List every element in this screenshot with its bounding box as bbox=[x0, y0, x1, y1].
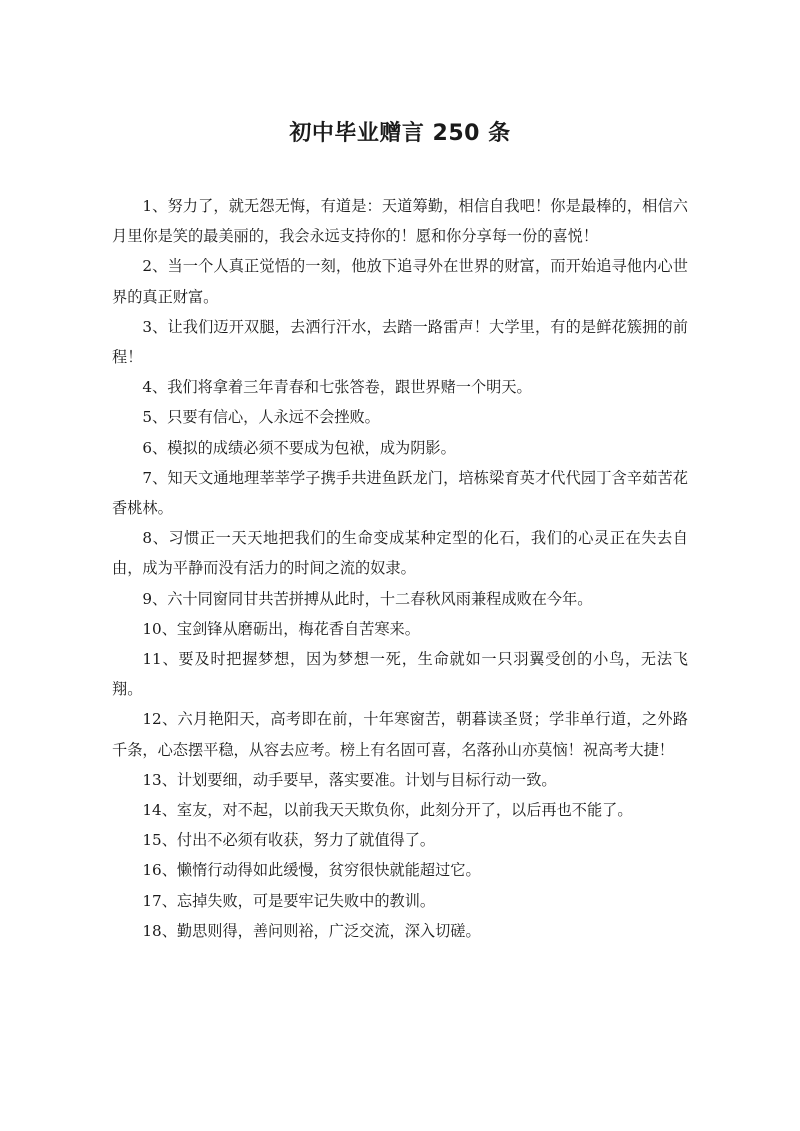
document-body bbox=[112, 191, 688, 946]
paragraph-9: 9、六十同窗同甘共苦拼搏从此时，十二春秋风雨兼程成败在今年。 bbox=[142, 589, 593, 608]
paragraph-5: 5、只要有信心，人永远不会挫败。 bbox=[142, 408, 380, 427]
paragraph-18: 18、勤思则得，善问则裕，广泛交流，深入切磋。 bbox=[142, 921, 481, 940]
paragraph-3: 3、让我们迈开双腿，去洒行汗水，去踏一路雷声！大学里，有的是鲜花簇拥的前程！ bbox=[112, 317, 688, 367]
paragraph-2: 2、当一个人真正觉悟的一刻，他放下追寻外在世界的财富，而开始追寻他内心世界的真正财富。 bbox=[112, 257, 688, 306]
paragraph-6: 6、模拟的成绩必须不要成为包袱，成为阴影。 bbox=[142, 438, 456, 457]
paragraph-7: 7、知天文通地理莘莘学子携手共进鱼跃龙门，培栋梁育英才代代园丁含辛茹苦花香桃林。 bbox=[112, 468, 688, 518]
paragraph-11: 11、要及时把握梦想，因为梦想一死，生命就如一只羽翼受创的小鸟，无法飞翔。 bbox=[112, 650, 688, 699]
paragraph-15: 15、付出不必须有收获，努力了就值得了。 bbox=[142, 831, 436, 850]
paragraph-16: 16、懒惰行动得如此缓慢，贫穷很快就能超过它。 bbox=[142, 861, 481, 880]
paragraph-17: 17、忘掉失败，可是要牢记失败中的教训。 bbox=[142, 891, 436, 910]
paragraph-4: 4、我们将拿着三年青春和七张答卷，跟世界赌一个明天。 bbox=[142, 378, 532, 397]
paragraph-13: 13、计划要细，动手要早，落实要准。计划与目标行动一致。 bbox=[142, 770, 557, 789]
paragraph-14: 14、室友，对不起，以前我天天欺负你，此刻分开了，以后再也不能了。 bbox=[142, 801, 633, 820]
paragraph-10: 10、宝剑锋从磨砺出，梅花香自苦寒来。 bbox=[142, 619, 420, 638]
page-title: 初中毕业赠言 250 条 bbox=[289, 121, 511, 146]
paragraph-8: 8、习惯正一天天地把我们的生命变成某种定型的化石，我们的心灵正在失去自由，成为平静而没有活力的时间之流的奴隶。 bbox=[112, 529, 688, 578]
paragraph-1: 1、努力了，就无怨无悔，有道是：天道筹勤，相信自我吧！你是最棒的，相信六月里你是笑的最美丽的，我会永远支持你的！愿和你分享每一份的喜悦！ bbox=[112, 197, 688, 246]
paragraph-12: 12、六月艳阳天，高考即在前，十年寒窗苦，朝暮读圣贤；学非单行道，之外路千条，心态摆平稳，从容去应考。榜上有名固可喜，名落孙山亦莫恼！祝高考大捷！ bbox=[112, 710, 688, 759]
